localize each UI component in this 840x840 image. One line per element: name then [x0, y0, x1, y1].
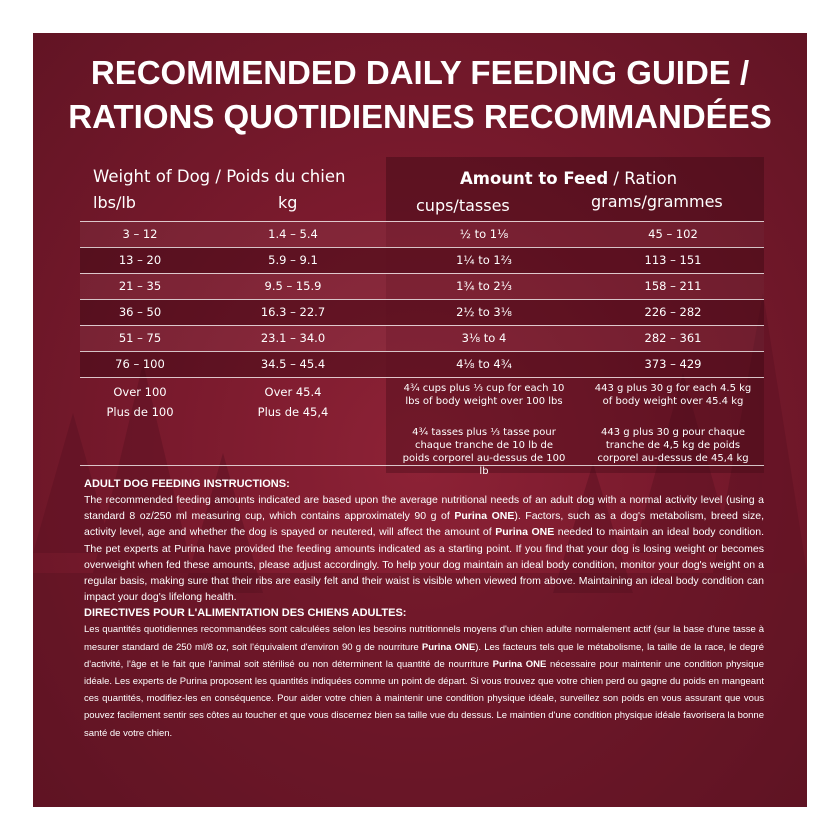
lbs-cell: 51 – 75 [118, 331, 162, 345]
table-row [80, 325, 764, 351]
instructions-en-heading: ADULT DOG FEEDING INSTRUCTIONS: [84, 478, 290, 490]
amount-header-bold: Amount to Feed [460, 169, 609, 188]
lbs-cell: 36 – 50 [118, 305, 162, 319]
kg-cell: 5.9 – 9.1 [268, 253, 318, 267]
grams-cell: 226 – 282 [644, 305, 702, 319]
cups-cell: 1¾ to 2⅓ [456, 279, 512, 293]
kg-cell: 34.5 – 45.4 [260, 357, 326, 371]
over-kg-cell [200, 382, 386, 422]
lbs-cell: 76 – 100 [115, 357, 165, 371]
over-grams-fr: 443 g plus 30 g pour chaque tranche de 4,5 kg de poids corporel au-dessus de 45,4 kg [597, 427, 749, 464]
table-row-over [80, 378, 764, 477]
feeding-instructions [84, 477, 764, 742]
amount-header-rest: / Ration [608, 169, 678, 188]
grams-cell: 45 – 102 [648, 227, 698, 241]
grams-cell: 373 – 429 [644, 357, 702, 371]
table-row [80, 351, 764, 377]
grams-cell: 158 – 211 [644, 279, 702, 293]
lbs-cell: 13 – 20 [118, 253, 162, 267]
cups-cell: 1¼ to 1⅔ [456, 253, 512, 267]
col-lbs-header: lbs/lb [93, 193, 136, 212]
table-row [80, 247, 764, 273]
col-cups-header: cups/tasses [416, 196, 510, 215]
fr-text-part-3: nécessaire pour maintenir une condition physique idéale. Les experts de Purina proposent les quantités indiquées comme un point de départ. Si vous trouvez que votre chien perd ou gagne du poids en mangeant ces quantités, modifiez-les en conséquence. Pour aider votre chien à maintenir une condition physique idéale, surveillez son poids en vous assurant que vous pouvez facilement sentir ses côtes au toucher et que vous discernez bien sa taille vue du dessus. Le maintien d'une condition physique idéale favorisera la bonne santé de votre chien. [84, 658, 764, 739]
col-kg-header: kg [278, 193, 298, 212]
cups-cell: 3⅛ to 4 [461, 331, 507, 345]
en-text-part-2: ). Factors, such as a dog's metabolism, breed size, activity level, age and whether the dog is spayed or neutered, will affect the amount of [84, 510, 764, 539]
kg-cell: 23.1 – 34.0 [260, 331, 326, 345]
fr-text-part-1: Les quantités quotidiennes recommandées sont calculées selon les besoins nutritionnels moyens d'un chien adulte normalement actif (sur la base d'une tasse à mesurer standard de 250 ml/8 oz, soit l'équivalent d'environ 90 g de nourriture [84, 624, 764, 653]
over-cups-en: 4¾ cups plus ⅓ cup for each 10 lbs of body weight over 100 lbs [403, 383, 565, 407]
page-title [33, 51, 807, 139]
en-brand-2: Purina ONE [495, 526, 555, 539]
amount-header [460, 169, 677, 188]
over-cups-fr: 4¾ tasses plus ⅓ tasse pour chaque tranche de 10 lb de poids corporel au-dessus de 100 lb [402, 427, 566, 477]
table-row [80, 299, 764, 325]
grams-cell: 113 – 151 [644, 253, 702, 267]
table-bottom-divider [80, 465, 764, 466]
fr-brand-1: Purina ONE [421, 641, 476, 653]
fr-brand-2: Purina ONE [492, 658, 547, 670]
kg-cell: 1.4 – 5.4 [268, 227, 318, 241]
lbs-cell: 3 – 12 [122, 227, 158, 241]
title-line-1: RECOMMENDED DAILY FEEDING GUIDE / [90, 54, 750, 91]
over-lbs-cell [80, 382, 200, 422]
table-row [80, 273, 764, 299]
grams-cell: 282 – 361 [644, 331, 702, 345]
lbs-cell: 21 – 35 [118, 279, 162, 293]
kg-cell: 9.5 – 15.9 [264, 279, 322, 293]
cups-cell: 4⅛ to 4¾ [456, 357, 512, 371]
over-kg-fr: Plus de 45,4 [257, 405, 329, 419]
over-kg-en: Over 45.4 [264, 385, 322, 399]
fr-text-part-2: ). Les facteurs tels que le métabolisme, la taille de la race, le degré d'activité, l'âge et le fait que l'animal soit stérilisé ou non déterminent la quantité de nourriture [84, 641, 765, 670]
feeding-guide-panel [33, 33, 807, 807]
cups-cell: 2½ to 3⅛ [456, 305, 512, 319]
en-text-part-3: needed to maintain an ideal body condition. The pet experts at Purina have provided the feeding amounts indicated as a starting point. If you find that your dog is losing weight or becomes overweight when fed these amounts, please adjust accordingly. To help your dog maintain an ideal body condition, monitor your dog's weight on a regular basis, making sure that their ribs are easily felt and their waist is visible when viewed from above. Maintaining an ideal body condition can impact your dog's lifelong health. [84, 526, 764, 604]
amount-header-group [386, 157, 764, 221]
instructions-fr-text [84, 621, 764, 741]
cups-cell: ½ to 1⅛ [459, 227, 509, 241]
instructions-en-text [84, 492, 764, 605]
en-text-part-1: The recommended feeding amounts indicated are based upon the average nutritional needs of an adult dog with a normal activity level (using a standard 8 oz/250 ml measuring cup, which contains approximately 90 g of [84, 494, 764, 523]
table-row [80, 221, 764, 247]
over-lbs-en: Over 100 [113, 385, 167, 399]
table-body [80, 221, 764, 378]
col-grams-header: grams/grammes [591, 192, 723, 211]
table-header [80, 157, 764, 221]
instructions-fr-heading: DIRECTIVES POUR L'ALIMENTATION DES CHIENS ADULTES: [84, 607, 407, 620]
weight-header-group [80, 157, 386, 221]
over-grams-en: 443 g plus 30 g for each 4.5 kg of body weight over 45.4 kg [594, 383, 752, 407]
en-brand-1: Purina ONE [454, 510, 515, 523]
over-lbs-fr: Plus de 100 [106, 405, 174, 419]
feeding-table [80, 157, 764, 477]
title-line-2: RATIONS QUOTIDIENNES RECOMMANDÉES [68, 98, 772, 135]
kg-cell: 16.3 – 22.7 [260, 305, 326, 319]
weight-header: Weight of Dog / Poids du chien [93, 167, 346, 186]
